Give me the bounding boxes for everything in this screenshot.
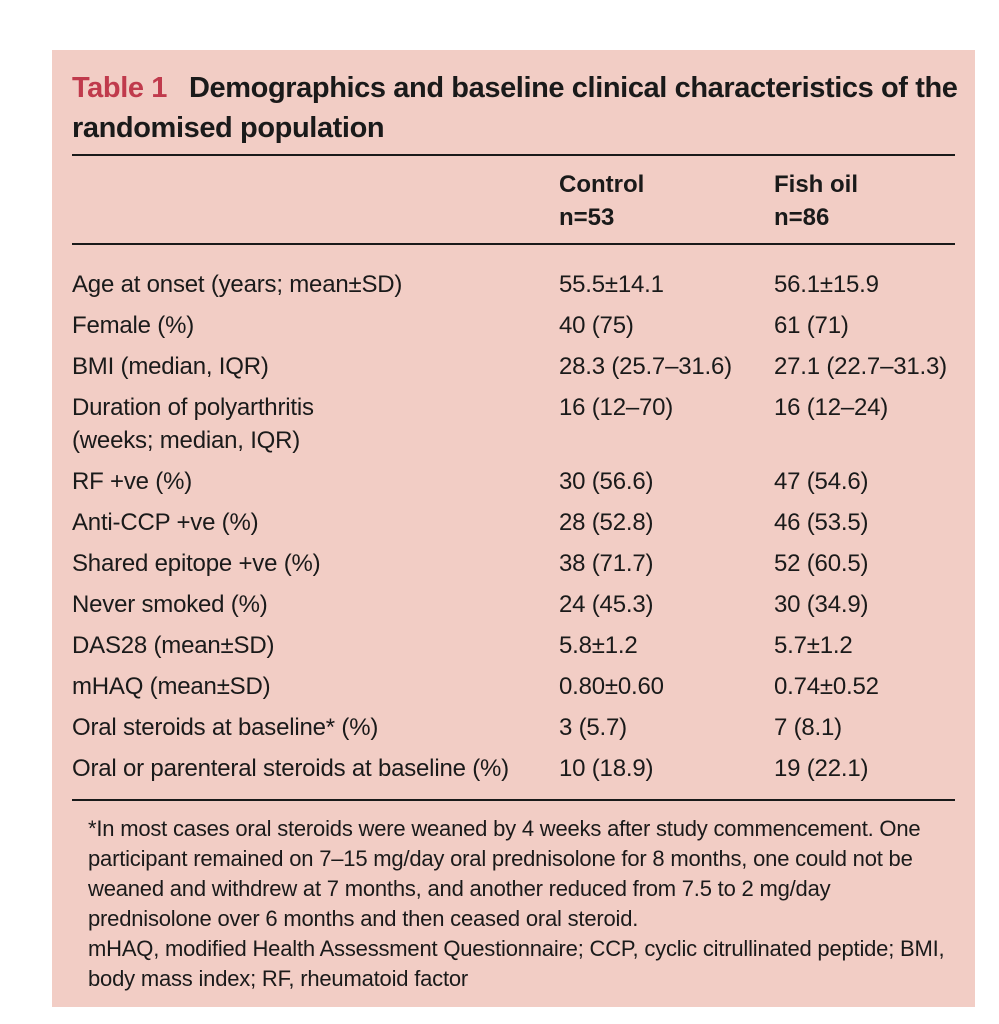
control-value: 10 (18.9) [559,755,654,782]
fish-oil-value: 52 (60.5) [774,550,869,577]
row-label: DAS28 (mean±SD) [72,632,275,659]
fish-oil-value: 27.1 (22.7–31.3) [774,353,947,380]
table-row [72,588,962,621]
bottom-rule [72,799,955,801]
table-row [72,309,962,342]
row-label: mHAQ (mean±SD) [72,673,271,700]
column-n: n=86 [774,204,830,231]
row-label: Shared epitope +ve (%) [72,550,321,577]
control-value: 40 (75) [559,312,634,339]
control-value: 28 (52.8) [559,509,654,536]
column-name: Control [559,171,645,198]
control-value: 24 (45.3) [559,591,654,618]
table-caption [72,68,962,148]
row-label: Age at onset (years; mean±SD) [72,271,403,298]
table-row [72,268,962,301]
fish-oil-value: 5.7±1.2 [774,632,853,659]
column-header-control [559,168,644,234]
table-title: Demographics and baseline clinical characteristics of the randomised population [72,72,958,144]
fish-oil-value: 16 (12–24) [774,394,889,421]
table-row [72,465,962,498]
control-value: 16 (12–70) [559,394,674,421]
fish-oil-value: 56.1±15.9 [774,271,879,298]
column-name: Fish oil [774,171,858,198]
table-row [72,752,962,785]
control-value: 5.8±1.2 [559,632,638,659]
column-header-fish-oil [774,168,858,234]
column-n: n=53 [559,204,615,231]
table-row [72,629,962,662]
fish-oil-value: 7 (8.1) [774,714,842,741]
fish-oil-value: 19 (22.1) [774,755,869,782]
table-row [72,670,962,703]
table-row [72,350,962,383]
table-footnotes [88,814,958,994]
control-value: 0.80±0.60 [559,673,664,700]
control-value: 38 (71.7) [559,550,654,577]
fish-oil-value: 30 (34.9) [774,591,869,618]
row-label: Duration of polyarthritis (weeks; median, IQR) [72,394,314,454]
row-label: Never smoked (%) [72,591,268,618]
header-rule [72,243,955,245]
table-body [72,268,962,793]
footnote-abbreviations: mHAQ, modified Health Assessment Questionnaire; CCP, cyclic citrullinated peptide; BMI, body mass index; RF, rheumatoid factor [88,936,945,991]
control-value: 28.3 (25.7–31.6) [559,353,732,380]
table-row [72,711,962,744]
row-label: RF +ve (%) [72,468,193,495]
top-rule [72,154,955,156]
row-label: Female (%) [72,312,195,339]
control-value: 30 (56.6) [559,468,654,495]
table-row [72,391,962,457]
row-label: Oral steroids at baseline* (%) [72,714,379,741]
table-row [72,547,962,580]
control-value: 3 (5.7) [559,714,627,741]
fish-oil-value: 0.74±0.52 [774,673,879,700]
fish-oil-value: 61 (71) [774,312,849,339]
table-row [72,506,962,539]
fish-oil-value: 46 (53.5) [774,509,869,536]
row-label: Anti-CCP +ve (%) [72,509,259,536]
table-label: Table 1 [72,72,167,104]
fish-oil-value: 47 (54.6) [774,468,869,495]
footnote-steroids: *In most cases oral steroids were weaned by 4 weeks after study commencement. One participant remained on 7–15 mg/day oral prednisolone for 8 months, one could not be weaned and withdrew at 7 months, and another reduced from 7.5 to 2 mg/day prednisolone over 6 months and then ceased oral steroid. [88,816,921,931]
control-value: 55.5±14.1 [559,271,664,298]
table-panel [52,50,975,1007]
row-label: Oral or parenteral steroids at baseline (%) [72,755,509,782]
row-label: BMI (median, IQR) [72,353,269,380]
